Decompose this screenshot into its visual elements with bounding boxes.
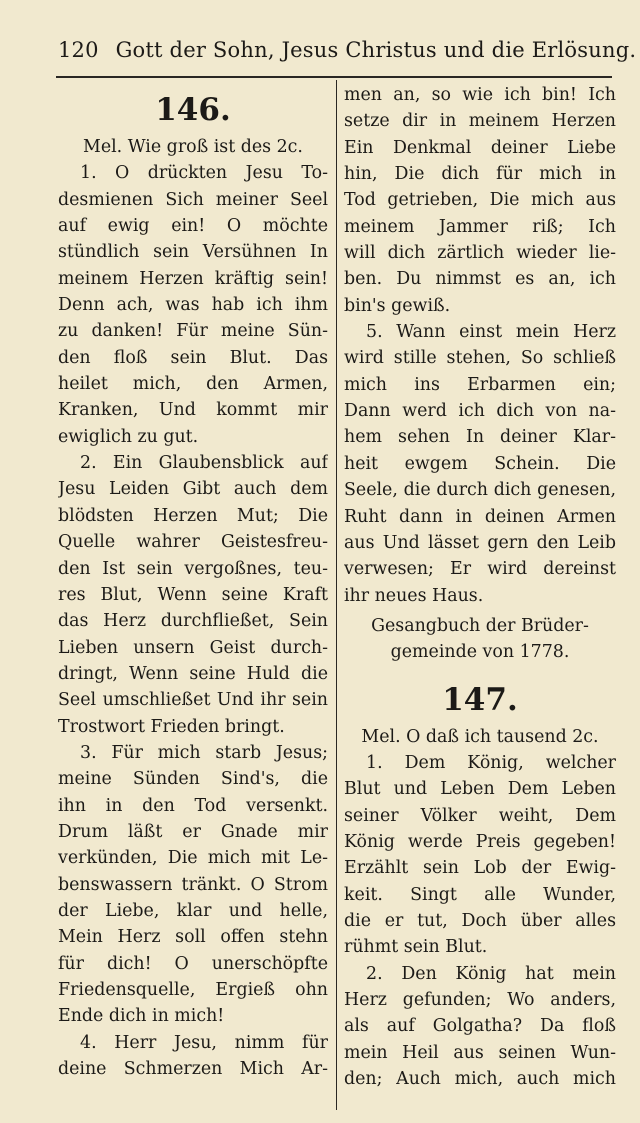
running-header [58, 38, 637, 72]
verse-line: hem sehen In deiner Klar- [344, 427, 616, 448]
source-attribution [344, 613, 616, 666]
verse-line: 1. Dem König, welcher [366, 752, 616, 773]
running-title: Gott der Sohn, Jesus Christus und die Erlösung. [115, 38, 637, 62]
verse-line: aus Und lässet gern den Leib [344, 532, 616, 553]
verse-line: Friedensquelle, Ergieß ohn [58, 980, 328, 1000]
page-number: 120 [58, 38, 99, 62]
verse-line: Seel umschließet Und ihr sein [58, 690, 328, 711]
verse-line: Kranken, Und kommt mir [58, 400, 328, 421]
verse-line: bin's gewiß. [344, 295, 451, 316]
verse-line: Lieben unsern Geist durch- [58, 637, 328, 658]
verse-line: verkünden, Die mich mit Le- [58, 848, 328, 869]
verse-line: König werde Preis gegeben! [344, 831, 616, 852]
verse-line: den Ist sein vergoßnes, teu- [58, 558, 328, 579]
verse-line: mich ins Erbarmen ein; [344, 374, 616, 395]
verse-line: Denn ach, was hab ich ihm [58, 295, 328, 316]
verse-line: will dich zärtlich wieder lie- [344, 243, 616, 264]
column-divider [336, 80, 337, 1110]
verse-line: verwesen; Er wird dereinst [344, 559, 616, 580]
verse-line: Ende dich in mich! [58, 1006, 225, 1027]
melody-line: Mel. Wie groß ist des 2c. [83, 137, 303, 157]
verse-line: auf ewig ein! O möchte [58, 216, 328, 237]
verse-line: Mein Herz soll offen stehn [58, 927, 328, 948]
verse-line: Seele, die durch dich genesen, [344, 480, 616, 501]
verse-line: für dich! O unerschöpfte [58, 953, 328, 974]
verse-line: keit. Singt alle Wunder, [344, 884, 616, 905]
verse-line: meinem Jammer riß; Ich [344, 216, 616, 237]
verse-line: Jesu Leiden Gibt auch dem [58, 479, 328, 500]
verse-line: Erzählt sein Lob der Ewig- [344, 858, 616, 879]
right-column [344, 82, 616, 1092]
verse-line: Quelle wahrer Geistesfreu- [58, 532, 328, 553]
verse-line: seiner Völker weiht, Dem [344, 805, 616, 826]
verse-line: ihn in den Tod versenkt. [58, 795, 328, 816]
verse-line: Dann werd ich dich von na- [344, 401, 616, 422]
verse-line: die er tut, Doch über alles [344, 910, 616, 931]
source-line: gemeinde von 1778. [390, 642, 570, 663]
verse-line: desmienen Sich meiner Seel [58, 189, 328, 210]
verse-line: Ein Denkmal deiner Liebe [344, 137, 616, 158]
verse-line: Trostwort Frieden bringt. [58, 716, 285, 737]
verse-line: ihr neues Haus. [344, 585, 484, 606]
verse-line: rühmt sein Blut. [344, 937, 488, 958]
verse-line: Ruht dann in deinen Armen [344, 506, 616, 527]
verse-line: Drum läßt er Gnade mir [58, 821, 328, 842]
verse-line: blödsten Herzen Mut; Die [58, 505, 328, 526]
verse-line: 1. O drückten Jesu To- [80, 163, 328, 184]
verse-line: 2. Ein Glaubensblick auf [80, 453, 328, 474]
left-column [58, 82, 328, 1082]
verse-line: men an, so wie ich bin! Ich [344, 85, 616, 105]
verse-line: stündlich sein Versühnen In [58, 242, 328, 263]
verse-line: benswassern tränkt. O Strom [58, 874, 328, 895]
verse-line: 2. Den König hat mein [366, 963, 616, 984]
verse-line: heilet mich, den Armen, [58, 374, 328, 395]
verse-line: zu danken! Für meine Sün- [58, 321, 328, 342]
melody-line: Mel. O daß ich tausend 2c. [361, 726, 599, 747]
verse-line: hin, Die dich für mich in [344, 164, 616, 185]
verse-line: den floß sein Blut. Das [58, 347, 328, 368]
source-line: Gesangbuch der Brüder- [371, 615, 589, 636]
verse-line: meinem Herzen kräftig sein! [58, 268, 328, 289]
verse-line: 5. Wann einst mein Herz [366, 322, 616, 343]
verse-line: Blut und Leben Dem Leben [344, 779, 616, 800]
verse-line: als auf Golgatha? Da floß [344, 1016, 616, 1037]
verse-line: 3. Für mich starb Jesus; [80, 742, 328, 763]
verse-line: Herz gefunden; Wo anders, [344, 990, 616, 1010]
verse-line: dringt, Wenn seine Huld die [58, 663, 328, 684]
verse-line: das Herz durchfließet, Sein [58, 611, 328, 632]
verse-line: meine Sünden Sind's, die [58, 769, 328, 790]
verse-line: wird stille stehen, So schließ [344, 348, 616, 369]
header-rule [56, 76, 612, 78]
verse-line: res Blut, Wenn seine Kraft [58, 584, 328, 605]
verse-line: der Liebe, klar und helle, [58, 900, 328, 921]
verse-line: deine Schmerzen Mich Ar- [58, 1059, 328, 1080]
verse-line: setze dir in meinem Herzen [344, 111, 616, 132]
verse-line: heit ewgem Schein. Die [344, 453, 616, 474]
verse-line: ben. Du nimmst es an, ich [344, 269, 616, 290]
verse-line: mein Heil aus seinen Wun- [344, 1042, 616, 1063]
verse-line: Tod getrieben, Die mich aus [344, 190, 616, 211]
hymn-number: 147. [442, 681, 518, 718]
verse-line: den; Auch mich, auch mich [344, 1069, 616, 1090]
verse-line: 4. Herr Jesu, nimm für [80, 1032, 328, 1053]
verse-line: ewiglich zu gut. [58, 426, 199, 447]
hymn-number: 146. [155, 92, 231, 128]
